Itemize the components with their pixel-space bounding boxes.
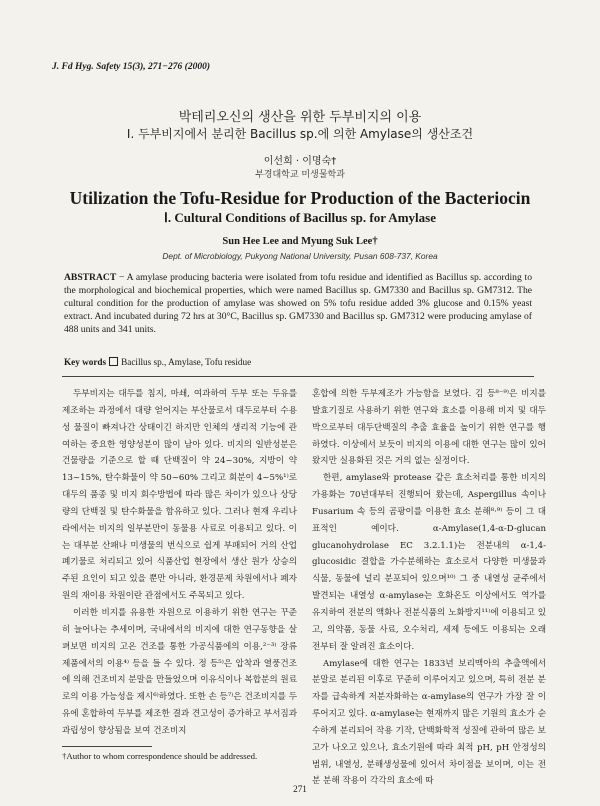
body-column-right xyxy=(312,386,546,790)
body-paragraph: Amylase에 대한 연구는 1833년 보리맥아의 추출액에서 분말로 분리된 이후로 꾸준히 이루어지고 있으며, 특히 전분 분자를 급속하게 저분자화하는 α-amylase의 연구가 가장 잘 이루어지고 있다. α-amylase는 현재까지 많은 기원의 효소가 순수하게 분리되어 작용 기작, 단백화학적 성질에 관하여 많은 보고가 나오고 있으나, 효소기원에 따라 최적 pH, pH 안정성의 범위, 내열성, 분해생성물에 있어서 차이점을 보이며, 이는 전분 분해 작용이 각각의 효소에 따 xyxy=(312,658,546,787)
journal-citation: J. Fd Hyg. Safety 15(3), 271−276 (2000) xyxy=(52,62,210,72)
korean-subtitle: Ⅰ. 두부비지에서 분리한 Bacillus sp.에 의한 Amylase의 생산조건 xyxy=(126,127,474,141)
page-number: 271 xyxy=(293,784,307,794)
english-affiliation: Dept. of Microbiology, Pukyong National University, Pusan 608-737, Korea xyxy=(162,251,438,261)
footnote: †Author to whom correspondence should be addressed. xyxy=(62,751,258,761)
keywords-label: Key words xyxy=(64,357,107,367)
body-paragraph: 두부비지는 대두를 침지, 마쇄, 여과하여 두부 또는 두유를 제조하는 과정에서 대량 얻어지는 부산물로서 대두로부터 수용성 물질이 빠져나간 상태이긴 하지만 인체의 생리적 기능에 관여하는 중요한 영양성분이 많이 남아 있다. 비지의 일반성분은 건물량을 기준으로 할 때 단백질이 약 24~30%, 지방이 약 13~15%, 탄수화물이 약 50~60% 그리고 회분이 4~5%¹⁾로 대두의 품종 및 비지 회수방법에 따라 많은 차이가 있으나 상당량의 단백질 및 탄수화물을 함유하고 있다. 그러나 현재 우리나라에서는 비지의 일부분만이 동물용 사료로 이용되고 있다. 이는 대부분 산패나 미생물의 번식으로 쉽게 부패되어 거의 산업 폐기물로 처리되고 있어 식품산업 현장에서 생산 원가 상승의 주된 요인이 되고 있을 뿐만 아니라, 환경문제 차원에서나 폐자원의 재이용 차원이란 관점에서도 주목되고 있다. xyxy=(62,389,297,602)
english-title: Utilization the Tofu-Residue for Production of the Bacteriocin xyxy=(69,188,531,208)
body-paragraph: 한편, amylase와 protease 같은 효소처리를 통한 비지의 가용화는 70년대부터 진행되어 왔는데, Aspergillus 속이나 Fusarium 속 등의 곰팡이를 이용한 효소 분해⁸·⁹⁾ 등이 그 대표적인 예이다. α-Amylase(1,4-α-D-glucan glucanohydrolase EC 3.2.1.1)는 전분내의 α-1,4-glucosidic 결합을 가수분해하는 효소로서 다양한 미생물과 식물, 동물에 널리 분포되어 있으며¹⁰⁾ 그 중 내열성 균주에서 발견되는 내열성 α-amylase는 호화온도 이상에서도 역가를 유지하여 전분의 액화나 전분식품의 노화방지¹¹⁾에 이용되고 있고, 의약품, 동물 사료, 오수처리, 세제 등에도 이용되는 오래 전부터 잘 알려진 효소이다. xyxy=(312,473,546,652)
abstract-text: − A amylase producing bacteria were isolated from tofu residue and identified as Bacillus sp. according to the morphological and biochemical properties, which were named Bacillus sp. GM7330 and Bacillus sp. GM7312. The cultural condition for the production of amylase was showed on 5% tofu residue added 3% glucose and 0.15% yeast extract. And incubated during 72 hrs at 30°C, Bacillus sp. GM7330 and Bacillus sp. GM7312 were producing amylase of 488 units and 341 units. xyxy=(64,272,532,335)
korean-authors: 이선희 · 이명숙† xyxy=(263,156,337,167)
body-paragraph: 이러한 비지를 유용한 자원으로 이용하기 위한 연구는 꾸준히 늘어나는 추세이며, 국내에서의 비지에 대한 연구동향을 살펴보면 비지의 고온 건조를 통한 가공식품에의 이용,²⁻³⁾ 장류 제품에서의 이용⁴⁾ 등을 들 수 있다. 정 등⁵⁾은 압착과 열풍건조에 의해 건조비지 분말을 만들었으며 이유식이나 복합분의 원료로의 이용 가능성을 제시⁶⁾하였다. 또한 손 등⁷⁾은 건조비지를 두유에 혼합하여 두부를 제조한 결과 견고성이 증가하고 부서짐과 과립성이 향상됨을 보여 건조비지 xyxy=(62,607,297,736)
keywords-text: Bacillus sp., Amylase, Tofu residue xyxy=(121,357,252,367)
footnote-divider xyxy=(62,746,152,747)
abstract xyxy=(64,271,532,336)
english-authors: Sun Hee Lee and Myung Suk Lee† xyxy=(222,236,378,247)
checkbox-icon xyxy=(109,357,118,366)
korean-title: 박테리오신의 생산을 위한 두부비지의 이용 xyxy=(178,110,422,125)
body-paragraph: 혼합에 의한 두부제조가 가능함을 보였다. 김 등⁸⁻⁹⁾은 비지를 발효기질로 사용하기 위한 연구와 효소를 이용해 비지 및 대두 박으로부터 대두단백질의 추출 효율을 높이기 위한 연구를 행하였다. 이상에서 보듯이 비지의 이용에 대한 연구는 많이 있어 왔지만 실용화된 것은 거의 없는 실정이다. xyxy=(312,389,546,467)
body-column-left xyxy=(62,386,297,740)
abstract-label: ABSTRACT xyxy=(64,272,117,283)
korean-affiliation: 부경대학교 미생물학과 xyxy=(255,170,345,180)
section-divider xyxy=(62,376,534,377)
keywords xyxy=(64,357,532,367)
english-subtitle: Ⅰ. Cultural Conditions of Bacillus sp. for Amylase xyxy=(164,210,436,225)
